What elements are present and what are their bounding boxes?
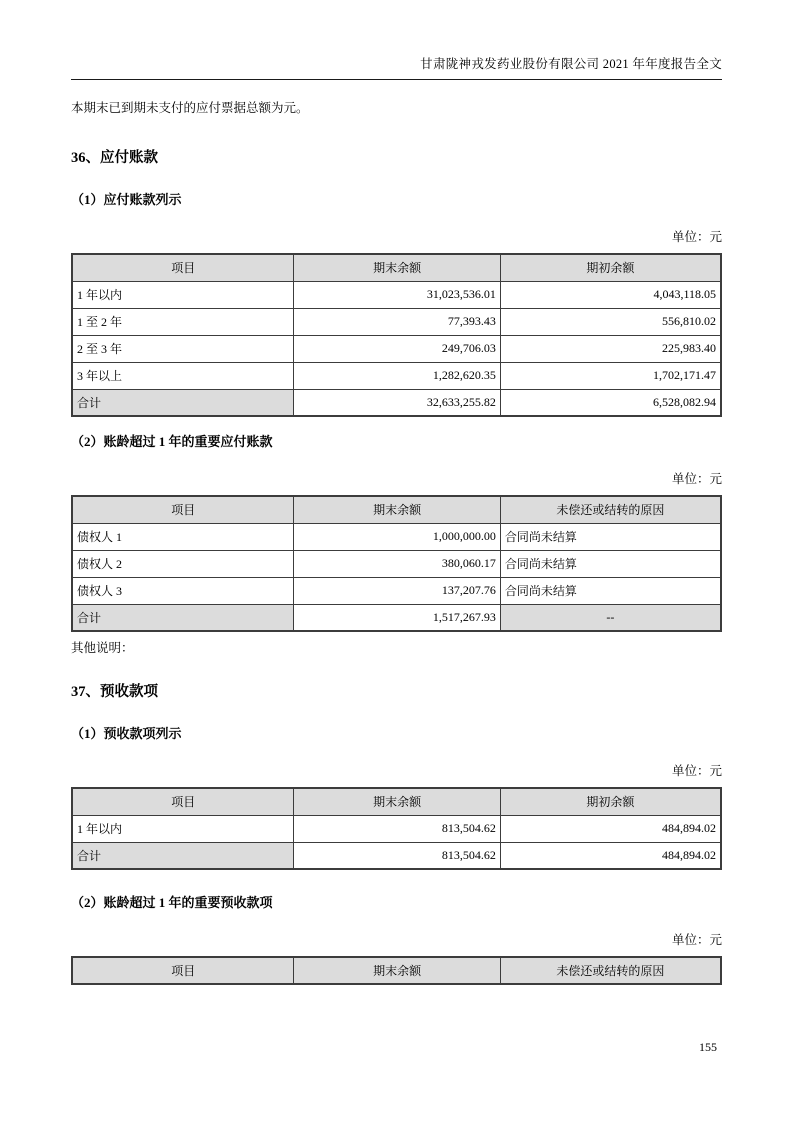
column-header-ending-balance: 期末余额 bbox=[294, 496, 500, 523]
unit-label: 单位：元 bbox=[671, 472, 722, 486]
beginning-balance-value: 1,702,171.47 bbox=[500, 362, 721, 389]
section-36-sub-2-title: （2）账龄超过 1 年的重要应付账款 bbox=[71, 434, 273, 449]
total-ending-balance: 32,633,255.82 bbox=[294, 389, 500, 416]
table-row bbox=[72, 335, 721, 362]
column-header-reason: 未偿还或结转的原因 bbox=[500, 957, 721, 984]
column-header-ending-balance: 期末余额 bbox=[294, 957, 500, 984]
table-row bbox=[72, 815, 721, 842]
total-ending-balance: 813,504.62 bbox=[294, 842, 500, 869]
ending-balance-value: 31,023,536.01 bbox=[294, 281, 500, 308]
section-37-sub-2-title: （2）账龄超过 1 年的重要预收款项 bbox=[71, 895, 273, 910]
column-header-beginning-balance: 期初余额 bbox=[500, 254, 721, 281]
table-header-row bbox=[72, 254, 721, 281]
ending-balance-value: 249,706.03 bbox=[294, 335, 500, 362]
total-label: 合计 bbox=[72, 604, 294, 631]
unit-label: 单位：元 bbox=[671, 230, 722, 244]
ending-balance-value: 813,504.62 bbox=[294, 815, 500, 842]
column-header-item: 项目 bbox=[72, 957, 294, 984]
total-reason-placeholder: -- bbox=[500, 604, 721, 631]
row-label: 债权人 1 bbox=[72, 523, 294, 550]
other-notes-label: 其他说明： bbox=[71, 641, 134, 655]
table-row bbox=[72, 523, 721, 550]
table-total-row bbox=[72, 389, 721, 416]
section-36-sub-1-title: （1）应付账款列示 bbox=[71, 192, 182, 207]
intro-paragraph: 本期末已到期未支付的应付票据总额为元。 bbox=[71, 101, 309, 115]
section-37-title: 37、预收款项 bbox=[71, 684, 158, 700]
column-header-item: 项目 bbox=[72, 788, 294, 815]
column-header-item: 项目 bbox=[72, 254, 294, 281]
beginning-balance-value: 225,983.40 bbox=[500, 335, 721, 362]
total-beginning-balance: 484,894.02 bbox=[500, 842, 721, 869]
unit-label: 单位：元 bbox=[671, 933, 722, 947]
section-36-title: 36、应付账款 bbox=[71, 150, 158, 166]
table-row bbox=[72, 362, 721, 389]
ending-balance-value: 380,060.17 bbox=[294, 550, 500, 577]
important-payables-over-1-year-table bbox=[71, 495, 722, 632]
beginning-balance-value: 556,810.02 bbox=[500, 308, 721, 335]
page-content bbox=[71, 0, 722, 985]
total-ending-balance: 1,517,267.93 bbox=[294, 604, 500, 631]
table-header-row bbox=[72, 496, 721, 523]
row-label: 1 年以内 bbox=[72, 281, 294, 308]
ending-balance-value: 137,207.76 bbox=[294, 577, 500, 604]
reason-value: 合同尚未结算 bbox=[500, 550, 721, 577]
total-beginning-balance: 6,528,082.94 bbox=[500, 389, 721, 416]
beginning-balance-value: 484,894.02 bbox=[500, 815, 721, 842]
document-header: 甘肃陇神戎发药业股份有限公司 2021 年年度报告全文 bbox=[71, 0, 722, 80]
ending-balance-value: 1,000,000.00 bbox=[294, 523, 500, 550]
table-row bbox=[72, 550, 721, 577]
table-row bbox=[72, 577, 721, 604]
total-label: 合计 bbox=[72, 842, 294, 869]
table-total-row bbox=[72, 604, 721, 631]
beginning-balance-value: 4,043,118.05 bbox=[500, 281, 721, 308]
table-header-row bbox=[72, 788, 721, 815]
column-header-beginning-balance: 期初余额 bbox=[500, 788, 721, 815]
row-label: 债权人 3 bbox=[72, 577, 294, 604]
column-header-ending-balance: 期末余额 bbox=[294, 788, 500, 815]
page-number: 155 bbox=[699, 1040, 717, 1054]
advances-received-table bbox=[71, 787, 722, 870]
total-label: 合计 bbox=[72, 389, 294, 416]
ending-balance-value: 77,393.43 bbox=[294, 308, 500, 335]
unit-label: 单位：元 bbox=[671, 764, 722, 778]
reason-value: 合同尚未结算 bbox=[500, 523, 721, 550]
row-label: 1 至 2 年 bbox=[72, 308, 294, 335]
table-row bbox=[72, 281, 721, 308]
ending-balance-value: 1,282,620.35 bbox=[294, 362, 500, 389]
row-label: 2 至 3 年 bbox=[72, 335, 294, 362]
table-total-row bbox=[72, 842, 721, 869]
column-header-ending-balance: 期末余额 bbox=[294, 254, 500, 281]
row-label: 3 年以上 bbox=[72, 362, 294, 389]
row-label: 1 年以内 bbox=[72, 815, 294, 842]
column-header-reason: 未偿还或结转的原因 bbox=[500, 496, 721, 523]
table-header-row bbox=[72, 957, 721, 984]
section-37-sub-1-title: （1）预收款项列示 bbox=[71, 726, 182, 741]
table-row bbox=[72, 308, 721, 335]
reason-value: 合同尚未结算 bbox=[500, 577, 721, 604]
accounts-payable-aging-table bbox=[71, 253, 722, 417]
column-header-item: 项目 bbox=[72, 496, 294, 523]
row-label: 债权人 2 bbox=[72, 550, 294, 577]
important-advances-over-1-year-table bbox=[71, 956, 722, 985]
